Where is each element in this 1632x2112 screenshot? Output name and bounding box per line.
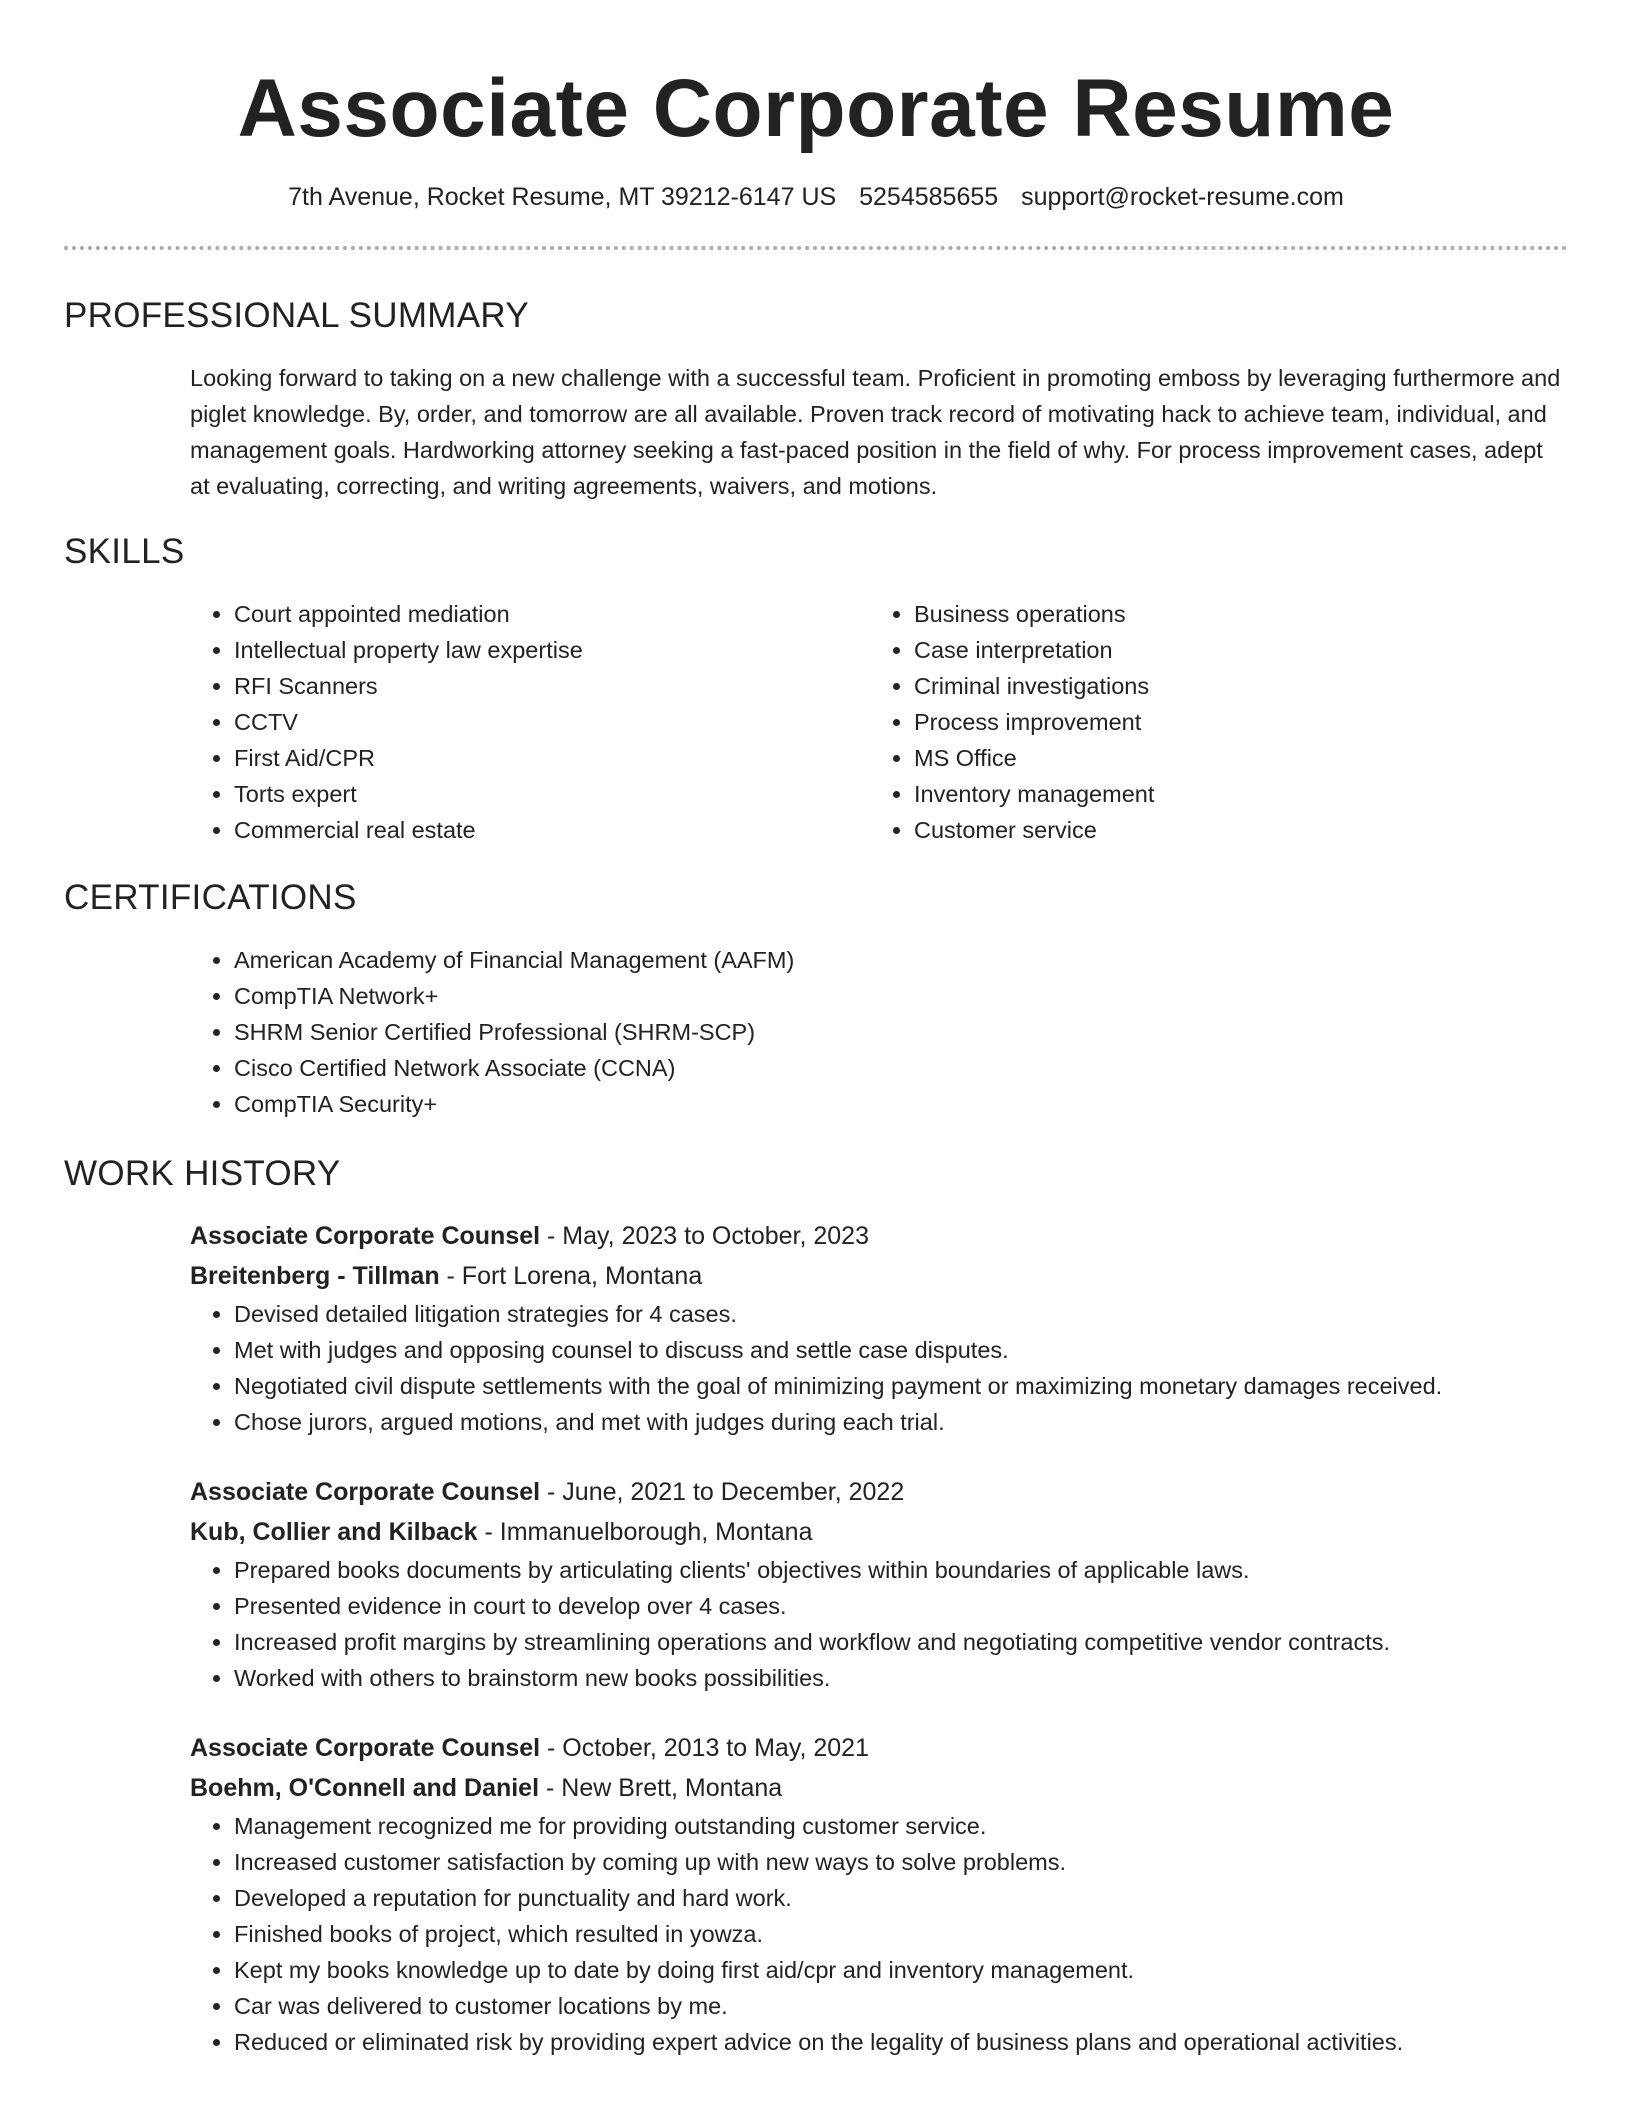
job-bullet: • Negotiated civil dispute settlements with the goal of minimizing payment or maximizing monetary damages received. [234,1368,1568,1404]
job-bullet: • Devised detailed litigation strategies for 4 cases. [234,1296,1568,1332]
resume-title: Associate Corporate Resume [237,63,1395,154]
job-bullet: • Car was delivered to customer locations by me. [234,1988,1568,2024]
job-company-line [190,1768,1568,1808]
header-divider [64,246,1568,250]
skill-item: • Criminal investigations [914,668,1550,704]
job-role: Associate Corporate Counsel [190,1222,541,1250]
job-company-line [190,1256,1568,1296]
contact-phone: 5254585655 [859,183,999,211]
skill-item: • Inventory management [914,776,1550,812]
skill-item: • Torts expert [234,776,870,812]
job-role: Associate Corporate Counsel [190,1734,541,1762]
certification-item: • CompTIA Security+ [234,1086,1568,1122]
skill-item: • Intellectual property law expertise [234,632,870,668]
skill-item: • Customer service [914,812,1550,848]
job-company-line [190,1512,1568,1552]
skill-item: • Case interpretation [914,632,1550,668]
job-entry [190,1472,1568,1696]
job-role-line [190,1728,1568,1768]
job-entry [190,1216,1568,1440]
job-bullets [190,1296,1568,1440]
certification-item: • SHRM Senior Certified Professional (SHRM-SCP) [234,1014,1568,1050]
job-bullet: • Reduced or eliminated risk by providing expert advice on the legality of business plans and operational activities. [234,2024,1568,2060]
job-role: Associate Corporate Counsel [190,1478,541,1506]
job-company: Kub, Collier and Kilback [190,1518,478,1546]
job-dates: - June, 2021 to December, 2022 [540,1478,905,1506]
skill-item: • RFI Scanners [234,668,870,704]
contact-email: support@rocket-resume.com [1021,183,1344,211]
job-bullet: • Kept my books knowledge up to date by doing first aid/cpr and inventory management. [234,1952,1568,1988]
skills-column-right [870,596,1550,848]
job-entry [190,1728,1568,2060]
job-bullet: • Presented evidence in court to develop over 4 cases. [234,1588,1568,1624]
skill-item: • Process improvement [914,704,1550,740]
job-role-line [190,1472,1568,1512]
job-bullet: • Chose jurors, argued motions, and met with judges during each trial. [234,1404,1568,1440]
section-title-skills: SKILLS [64,532,185,571]
skill-item: • Commercial real estate [234,812,870,848]
job-bullet: • Worked with others to brainstorm new books possibilities. [234,1660,1568,1696]
job-bullet: • Finished books of project, which resulted in yowza. [234,1916,1568,1952]
job-bullet: • Developed a reputation for punctuality and hard work. [234,1880,1568,1916]
skills-list [190,596,1568,848]
job-bullet: • Increased customer satisfaction by coming up with new ways to solve problems. [234,1844,1568,1880]
summary-text: Looking forward to taking on a new challenge with a successful team. Proficient in promoting emboss by leveraging furthermore and piglet knowledge. By, order, and tomorrow are all available. Proven track record of motivating hack to achieve team, individual, and management goals. Hardworking attorney seeking a fast-paced position in the field of why. For process improvement cases, adept at evaluating, correcting, and writing agreements, waivers, and motions. [190,365,1561,499]
section-title-certifications: CERTIFICATIONS [64,878,357,917]
skill-item: • Business operations [914,596,1550,632]
job-bullet: • Increased profit margins by streamlining operations and workflow and negotiating competitive vendor contracts. [234,1624,1568,1660]
certifications-list [190,942,1568,1122]
certification-item: • American Academy of Financial Management (AAFM) [234,942,1568,978]
job-role-line [190,1216,1568,1256]
contact-address: 7th Avenue, Rocket Resume, MT 39212-6147 US [288,183,837,211]
skill-item: • MS Office [914,740,1550,776]
skill-item: • Court appointed mediation [234,596,870,632]
job-dates: - May, 2023 to October, 2023 [540,1222,869,1250]
certification-item: • Cisco Certified Network Associate (CCNA) [234,1050,1568,1086]
job-company: Boehm, O'Connell and Daniel [190,1774,540,1802]
contact-line [64,180,1568,214]
section-title-summary: PROFESSIONAL SUMMARY [64,296,529,335]
job-location: - New Brett, Montana [539,1774,783,1802]
job-location: - Fort Lorena, Montana [439,1262,703,1290]
job-bullets [190,1552,1568,1696]
certification-item: • CompTIA Network+ [234,978,1568,1014]
skill-item: • CCTV [234,704,870,740]
job-location: - Immanuelborough, Montana [477,1518,813,1546]
resume-page [64,0,1568,2060]
job-bullet: • Management recognized me for providing outstanding customer service. [234,1808,1568,1844]
section-title-work-history: WORK HISTORY [64,1154,341,1193]
skill-item: • First Aid/CPR [234,740,870,776]
skills-column-left [190,596,870,848]
job-bullets [190,1808,1568,2060]
job-dates: - October, 2013 to May, 2021 [540,1734,869,1762]
job-bullet: • Met with judges and opposing counsel to discuss and settle case disputes. [234,1332,1568,1368]
job-company: Breitenberg - Tillman [190,1262,440,1290]
job-bullet: • Prepared books documents by articulating clients' objectives within boundaries of applicable laws. [234,1552,1568,1588]
